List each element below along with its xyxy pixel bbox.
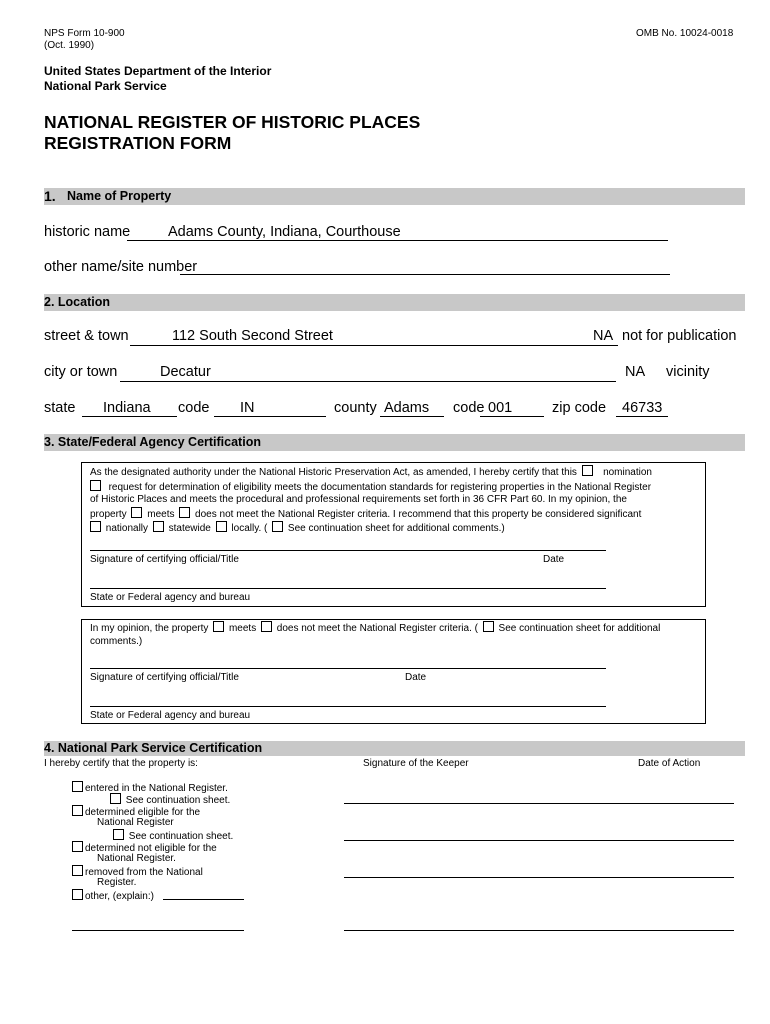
option-entered-continuation: See continuation sheet. <box>108 793 230 806</box>
street-field[interactable]: 112 South Second Street <box>172 328 333 344</box>
state-code-field[interactable]: IN <box>240 400 255 416</box>
county-code-field[interactable]: 001 <box>488 400 513 416</box>
form-number: NPS Form 10-900 <box>44 28 125 39</box>
other-explain-line[interactable] <box>163 899 244 900</box>
zip-field[interactable]: 46733 <box>622 400 663 416</box>
page-subtitle: REGISTRATION FORM <box>44 133 232 153</box>
section-3-title: 3. State/Federal Agency Certification <box>44 435 261 449</box>
historic-name-line <box>127 240 668 241</box>
historic-name-label: historic name <box>44 224 131 240</box>
keeper-line-1[interactable] <box>344 803 734 804</box>
city-na: NA <box>625 364 646 380</box>
locally-checkbox[interactable] <box>216 521 227 532</box>
form-date: (Oct. 1990) <box>44 40 95 51</box>
signature-line-2[interactable] <box>90 668 606 669</box>
county-line <box>380 416 444 417</box>
county-label: county <box>334 400 377 416</box>
certification-statement: As the designated authority under the National Historic Preservation Act, as amended, I hereby certify that this nomination request for determination of eligibility meets the documentation standards for registering properties in the National Register of Historic Places and meets the procedural and professional requirements set forth in 36 CFR Part 60. In my opinion, the property meets does not meet the National Register criteria. I recommend that this property be considered significant nationally statewide locally. ( See continuation sheet for additional comments.) <box>90 467 652 534</box>
historic-name-field[interactable]: Adams County, Indiana, Courthouse <box>168 224 401 240</box>
not-for-publication: not for publication <box>622 328 737 344</box>
zip-line <box>616 416 668 417</box>
nationally-checkbox[interactable] <box>90 521 101 532</box>
keeper-line-2[interactable] <box>344 840 734 841</box>
department: United States Department of the Interior <box>44 64 272 78</box>
signature-line-1[interactable] <box>90 550 606 551</box>
certify-statement: I hereby certify that the property is: <box>44 758 198 769</box>
county-code-label: code <box>453 400 485 416</box>
option-entered: entered in the National Register. <box>72 781 228 794</box>
agency-label-2: State or Federal agency and bureau <box>90 710 251 721</box>
section-2-header <box>44 294 745 311</box>
signature-label-2: Signature of certifying official/Title <box>90 672 239 683</box>
state-label: state <box>44 400 76 416</box>
option-other: other, (explain:) <box>72 889 154 902</box>
county-code-line <box>480 416 544 417</box>
keeper-signature-label: Signature of the Keeper <box>363 758 469 769</box>
opinion-meets-checkbox[interactable] <box>213 621 224 632</box>
option-removed-line2: Register. <box>97 877 137 888</box>
opinion-not-meet-checkbox[interactable] <box>261 621 272 632</box>
street-line <box>130 345 618 346</box>
city-line <box>120 381 616 382</box>
state-line <box>82 416 177 417</box>
agency-label-1: State or Federal agency and bureau <box>90 592 251 603</box>
option-not-eligible-line2: National Register. <box>97 853 176 864</box>
street-label: street & town <box>44 328 129 344</box>
section-4-title: 4. National Park Service Certification <box>44 741 263 755</box>
other-name-field[interactable] <box>180 274 670 275</box>
state-field[interactable]: Indiana <box>103 400 151 416</box>
vicinity-label: vicinity <box>666 364 710 380</box>
keeper-line-3[interactable] <box>344 877 734 878</box>
keeper-line-4[interactable] <box>344 930 734 931</box>
zip-label: zip code <box>552 400 607 416</box>
section-1-number: 1. <box>44 188 56 204</box>
eligible-checkbox[interactable] <box>72 805 83 816</box>
section-3-header <box>44 434 745 451</box>
city-field[interactable]: Decatur <box>160 364 211 380</box>
removed-checkbox[interactable] <box>72 865 83 876</box>
signature-label-1: Signature of certifying official/Title <box>90 554 239 565</box>
not-eligible-checkbox[interactable] <box>72 841 83 852</box>
section-2-title: 2. Location <box>44 295 110 309</box>
continuation-checkbox-2[interactable] <box>483 621 494 632</box>
option-eligible: determined eligible for the <box>72 805 200 818</box>
request-checkbox[interactable] <box>90 480 101 491</box>
state-code-line <box>214 416 326 417</box>
other-explain-line-2[interactable] <box>72 930 244 931</box>
continuation-checkbox-1[interactable] <box>272 521 283 532</box>
entered-continuation-checkbox[interactable] <box>110 793 121 804</box>
county-field[interactable]: Adams <box>384 400 430 416</box>
other-name-label: other name/site number <box>44 259 198 275</box>
nomination-checkbox[interactable] <box>582 465 593 476</box>
option-eligible-line2: National Register <box>97 817 174 828</box>
option-not-eligible: determined not eligible for the <box>72 841 217 854</box>
statewide-checkbox[interactable] <box>153 521 164 532</box>
opinion-statement: In my opinion, the property meets does not meet the National Register criteria. ( See continuation sheet for additional comments.) <box>90 623 661 647</box>
page-title: NATIONAL REGISTER OF HISTORIC PLACES <box>44 112 421 132</box>
date-of-action-label: Date of Action <box>638 758 701 769</box>
code-label: code <box>178 400 210 416</box>
eligible-continuation-checkbox[interactable] <box>113 829 124 840</box>
agency-line-2[interactable] <box>90 706 606 707</box>
option-removed: removed from the National <box>72 865 203 878</box>
agency-line-1[interactable] <box>90 588 606 589</box>
city-label: city or town <box>44 364 118 380</box>
option-eligible-continuation: See continuation sheet. <box>111 829 233 842</box>
does-not-meet-checkbox[interactable] <box>179 507 190 518</box>
date-label-2: Date <box>405 672 427 683</box>
entered-checkbox[interactable] <box>72 781 83 792</box>
section-1-header <box>44 188 745 205</box>
service: National Park Service <box>44 79 167 93</box>
section-4-header <box>44 741 745 756</box>
section-1-title: Name of Property <box>67 189 172 203</box>
meets-checkbox[interactable] <box>131 507 142 518</box>
omb-number: OMB No. 10024-0018 <box>636 28 734 39</box>
street-na: NA <box>593 328 614 344</box>
other-checkbox[interactable] <box>72 889 83 900</box>
date-label-1: Date <box>543 554 565 565</box>
